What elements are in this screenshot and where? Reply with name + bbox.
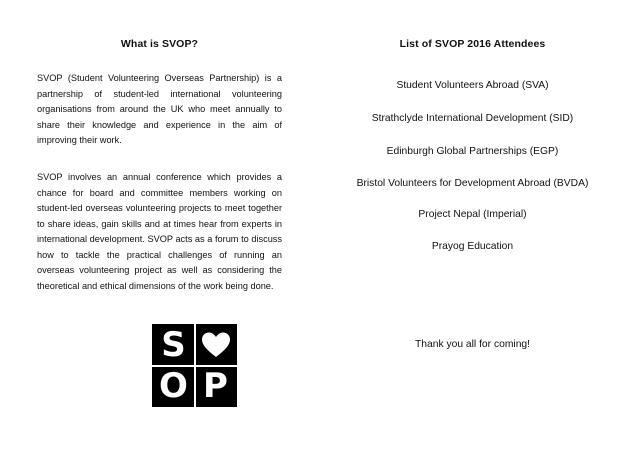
logo-divider-vertical xyxy=(194,324,196,407)
attendee-item: Bristol Volunteers for Development Abroad (BVDA) xyxy=(356,178,589,189)
attendee-item: Strathclyde International Development (SID) xyxy=(371,113,574,124)
right-heading: List of SVOP 2016 Attendees xyxy=(399,38,546,50)
thank-you-note: Thank you all for coming! xyxy=(414,339,531,350)
attendee-item: Edinburgh Global Partnerships (EGP) xyxy=(386,146,559,157)
attendee-item: Project Nepal (Imperial) xyxy=(418,209,527,220)
svop-logo xyxy=(152,324,237,407)
about-paragraph-1: SVOP (Student Volunteering Overseas Partnership) is a partnership of student-led international volunteering organisations from around the UK who meet annually to share their knowledge and experience in the aim of improving their work. xyxy=(37,73,282,145)
logo-letter-s: S xyxy=(153,325,194,365)
attendee-item: Student Volunteers Abroad (SVA) xyxy=(396,80,549,91)
heart-icon xyxy=(195,325,236,365)
logo-letter-o: O xyxy=(153,366,194,406)
about-paragraph-2: SVOP involves an annual conference which provides a chance for board and committee members working on student-led overseas volunteering projects to meet together to share ideas, gain skills and at times hear from experts in international development. SVOP acts as a forum to discuss how to tackle the practical challenges of running an overseas volunteering project as well as considering the theoretical and ethical dimensions of the work being done. xyxy=(37,172,282,291)
attendee-item: Prayog Education xyxy=(431,241,514,252)
logo-letter-p: P xyxy=(195,366,236,406)
left-heading: What is SVOP? xyxy=(120,38,199,50)
